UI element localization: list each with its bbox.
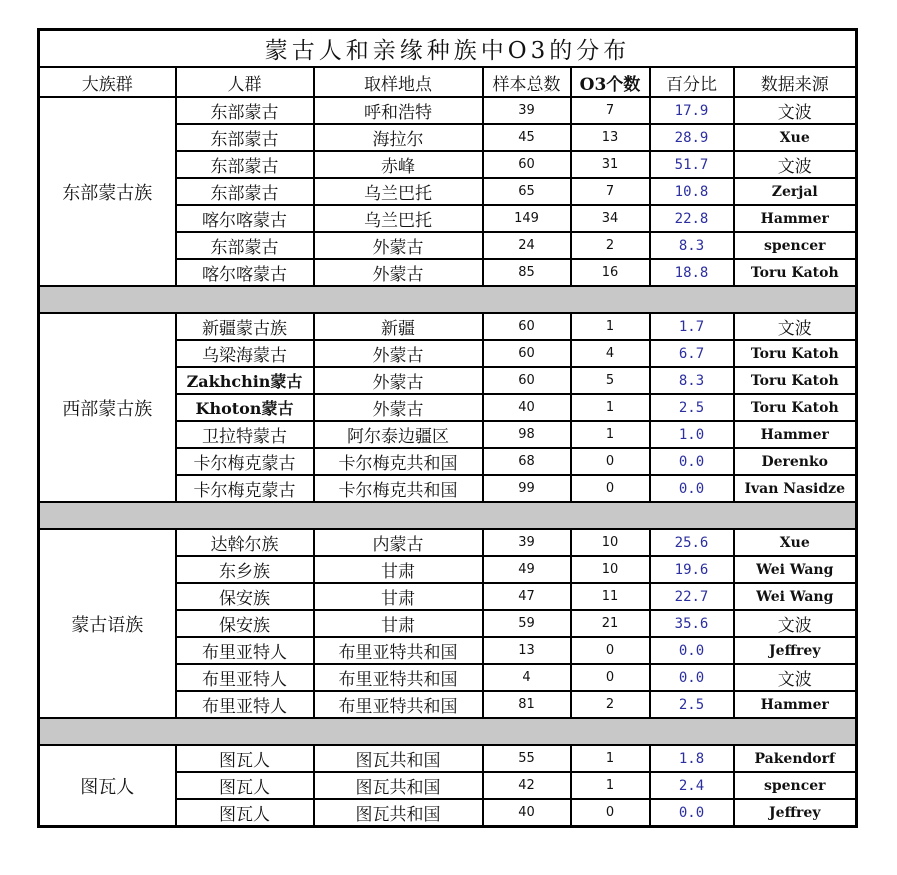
percentage-cell: 8.3: [650, 232, 734, 259]
population-cell: 布里亚特人: [176, 637, 314, 664]
location-cell: 赤峰: [314, 151, 483, 178]
source-cell: spencer: [734, 232, 857, 259]
location-cell: 甘肃: [314, 583, 483, 610]
source-cell: Wei Wang: [734, 583, 857, 610]
o3-count-cell: 1: [571, 394, 650, 421]
group-separator: [39, 502, 857, 529]
population-cell: 图瓦人: [176, 799, 314, 827]
o3-count-cell: 16: [571, 259, 650, 286]
o3-count-cell: 10: [571, 556, 650, 583]
source-cell: Jeffrey: [734, 637, 857, 664]
sample-total-cell: 60: [483, 340, 571, 367]
source-cell: Pakendorf: [734, 745, 857, 772]
location-cell: 外蒙古: [314, 367, 483, 394]
sample-total-cell: 55: [483, 745, 571, 772]
location-cell: 新疆: [314, 313, 483, 340]
sample-total-cell: 65: [483, 178, 571, 205]
o3-count-cell: 1: [571, 745, 650, 772]
source-cell: 文波: [734, 664, 857, 691]
percentage-cell: 22.7: [650, 583, 734, 610]
percentage-cell: 0.0: [650, 475, 734, 502]
sample-total-cell: 47: [483, 583, 571, 610]
o3-count-cell: 31: [571, 151, 650, 178]
sample-total-cell: 99: [483, 475, 571, 502]
group-separator: [39, 286, 857, 313]
table-title: 蒙古人和亲缘种族中O3的分布: [39, 30, 857, 68]
sample-total-cell: 68: [483, 448, 571, 475]
sample-total-cell: 60: [483, 151, 571, 178]
header-o3-count: O3个数: [571, 67, 650, 97]
sample-total-cell: 98: [483, 421, 571, 448]
population-cell: 东部蒙古: [176, 97, 314, 124]
population-cell: 图瓦人: [176, 745, 314, 772]
o3-count-cell: 2: [571, 691, 650, 718]
source-cell: Xue: [734, 529, 857, 556]
percentage-cell: 0.0: [650, 448, 734, 475]
sample-total-cell: 45: [483, 124, 571, 151]
percentage-cell: 17.9: [650, 97, 734, 124]
source-cell: Xue: [734, 124, 857, 151]
source-cell: Jeffrey: [734, 799, 857, 827]
location-cell: 呼和浩特: [314, 97, 483, 124]
population-cell: 图瓦人: [176, 772, 314, 799]
sample-total-cell: 60: [483, 367, 571, 394]
location-cell: 外蒙古: [314, 340, 483, 367]
percentage-cell: 2.5: [650, 691, 734, 718]
o3-distribution-table: [37, 28, 858, 828]
source-cell: Hammer: [734, 421, 857, 448]
header-sample-total: 样本总数: [483, 67, 571, 97]
percentage-cell: 35.6: [650, 610, 734, 637]
table-row: [39, 313, 857, 340]
population-cell: 卡尔梅克蒙古: [176, 475, 314, 502]
sample-total-cell: 81: [483, 691, 571, 718]
population-cell: 布里亚特人: [176, 664, 314, 691]
o3-count-cell: 1: [571, 421, 650, 448]
header-sampling-location: 取样地点: [314, 67, 483, 97]
percentage-cell: 8.3: [650, 367, 734, 394]
location-cell: 卡尔梅克共和国: [314, 475, 483, 502]
o3-count-cell: 10: [571, 529, 650, 556]
group-separator-row: [39, 286, 857, 313]
location-cell: 外蒙古: [314, 232, 483, 259]
percentage-cell: 10.8: [650, 178, 734, 205]
population-cell: 达斡尔族: [176, 529, 314, 556]
o3-count-cell: 11: [571, 583, 650, 610]
group-separator: [39, 718, 857, 745]
population-cell: 保安族: [176, 610, 314, 637]
group-name-cell: 东部蒙古族: [39, 97, 176, 286]
location-cell: 卡尔梅克共和国: [314, 448, 483, 475]
source-cell: 文波: [734, 97, 857, 124]
o3-count-cell: 0: [571, 799, 650, 827]
location-cell: 乌兰巴托: [314, 178, 483, 205]
sample-total-cell: 13: [483, 637, 571, 664]
percentage-cell: 19.6: [650, 556, 734, 583]
table-row: [39, 529, 857, 556]
table-row: [39, 745, 857, 772]
o3-count-cell: 13: [571, 124, 650, 151]
location-cell: 布里亚特共和国: [314, 691, 483, 718]
population-cell: 东乡族: [176, 556, 314, 583]
group-separator-row: [39, 718, 857, 745]
percentage-cell: 1.0: [650, 421, 734, 448]
source-cell: Toru Katoh: [734, 259, 857, 286]
header-data-source: 数据来源: [734, 67, 857, 97]
population-cell: 卫拉特蒙古: [176, 421, 314, 448]
percentage-cell: 22.8: [650, 205, 734, 232]
header-percentage: 百分比: [650, 67, 734, 97]
percentage-cell: 28.9: [650, 124, 734, 151]
source-cell: Toru Katoh: [734, 394, 857, 421]
sample-total-cell: 40: [483, 394, 571, 421]
header-major-group: 大族群: [39, 67, 176, 97]
header-population: 人群: [176, 67, 314, 97]
population-cell: 东部蒙古: [176, 178, 314, 205]
source-cell: Toru Katoh: [734, 367, 857, 394]
o3-count-cell: 5: [571, 367, 650, 394]
o3-count-cell: 2: [571, 232, 650, 259]
location-cell: 内蒙古: [314, 529, 483, 556]
location-cell: 布里亚特共和国: [314, 664, 483, 691]
o3-count-cell: 0: [571, 448, 650, 475]
population-cell: 喀尔喀蒙古: [176, 205, 314, 232]
percentage-cell: 0.0: [650, 799, 734, 827]
location-cell: 图瓦共和国: [314, 799, 483, 827]
population-cell: 卡尔梅克蒙古: [176, 448, 314, 475]
location-cell: 图瓦共和国: [314, 745, 483, 772]
sample-total-cell: 42: [483, 772, 571, 799]
table-body: [39, 97, 857, 827]
location-cell: 图瓦共和国: [314, 772, 483, 799]
percentage-cell: 0.0: [650, 664, 734, 691]
sample-total-cell: 149: [483, 205, 571, 232]
population-cell: 喀尔喀蒙古: [176, 259, 314, 286]
o3-count-cell: 7: [571, 178, 650, 205]
source-cell: Derenko: [734, 448, 857, 475]
percentage-cell: 2.5: [650, 394, 734, 421]
population-cell: Khoton蒙古: [176, 394, 314, 421]
o3-count-cell: 4: [571, 340, 650, 367]
location-cell: 乌兰巴托: [314, 205, 483, 232]
population-cell: 东部蒙古: [176, 232, 314, 259]
o3-count-cell: 0: [571, 475, 650, 502]
percentage-cell: 2.4: [650, 772, 734, 799]
o3-count-cell: 0: [571, 664, 650, 691]
source-cell: Wei Wang: [734, 556, 857, 583]
population-cell: 布里亚特人: [176, 691, 314, 718]
source-cell: Ivan Nasidze: [734, 475, 857, 502]
group-name-cell: 蒙古语族: [39, 529, 176, 718]
table-row: [39, 97, 857, 124]
population-cell: 新疆蒙古族: [176, 313, 314, 340]
o3-count-cell: 0: [571, 637, 650, 664]
sample-total-cell: 24: [483, 232, 571, 259]
group-name-cell: 西部蒙古族: [39, 313, 176, 502]
location-cell: 布里亚特共和国: [314, 637, 483, 664]
header-row: [39, 67, 857, 97]
percentage-cell: 51.7: [650, 151, 734, 178]
sample-total-cell: 4: [483, 664, 571, 691]
population-cell: 乌梁海蒙古: [176, 340, 314, 367]
source-cell: 文波: [734, 151, 857, 178]
percentage-cell: 1.8: [650, 745, 734, 772]
sample-total-cell: 40: [483, 799, 571, 827]
o3-count-cell: 7: [571, 97, 650, 124]
population-cell: 东部蒙古: [176, 124, 314, 151]
sample-total-cell: 39: [483, 97, 571, 124]
o3-count-cell: 34: [571, 205, 650, 232]
group-name-cell: 图瓦人: [39, 745, 176, 827]
o3-count-cell: 1: [571, 772, 650, 799]
source-cell: 文波: [734, 313, 857, 340]
sample-total-cell: 49: [483, 556, 571, 583]
source-cell: Zerjal: [734, 178, 857, 205]
percentage-cell: 25.6: [650, 529, 734, 556]
location-cell: 甘肃: [314, 610, 483, 637]
location-cell: 海拉尔: [314, 124, 483, 151]
percentage-cell: 18.8: [650, 259, 734, 286]
source-cell: 文波: [734, 610, 857, 637]
sample-total-cell: 39: [483, 529, 571, 556]
source-cell: spencer: [734, 772, 857, 799]
source-cell: Hammer: [734, 205, 857, 232]
source-cell: Toru Katoh: [734, 340, 857, 367]
percentage-cell: 0.0: [650, 637, 734, 664]
location-cell: 阿尔泰边疆区: [314, 421, 483, 448]
location-cell: 甘肃: [314, 556, 483, 583]
population-cell: Zakhchin蒙古: [176, 367, 314, 394]
percentage-cell: 1.7: [650, 313, 734, 340]
source-cell: Hammer: [734, 691, 857, 718]
percentage-cell: 6.7: [650, 340, 734, 367]
o3-count-cell: 21: [571, 610, 650, 637]
population-cell: 东部蒙古: [176, 151, 314, 178]
sample-total-cell: 59: [483, 610, 571, 637]
sample-total-cell: 85: [483, 259, 571, 286]
location-cell: 外蒙古: [314, 259, 483, 286]
group-separator-row: [39, 502, 857, 529]
population-cell: 保安族: [176, 583, 314, 610]
sample-total-cell: 60: [483, 313, 571, 340]
o3-count-cell: 1: [571, 313, 650, 340]
location-cell: 外蒙古: [314, 394, 483, 421]
